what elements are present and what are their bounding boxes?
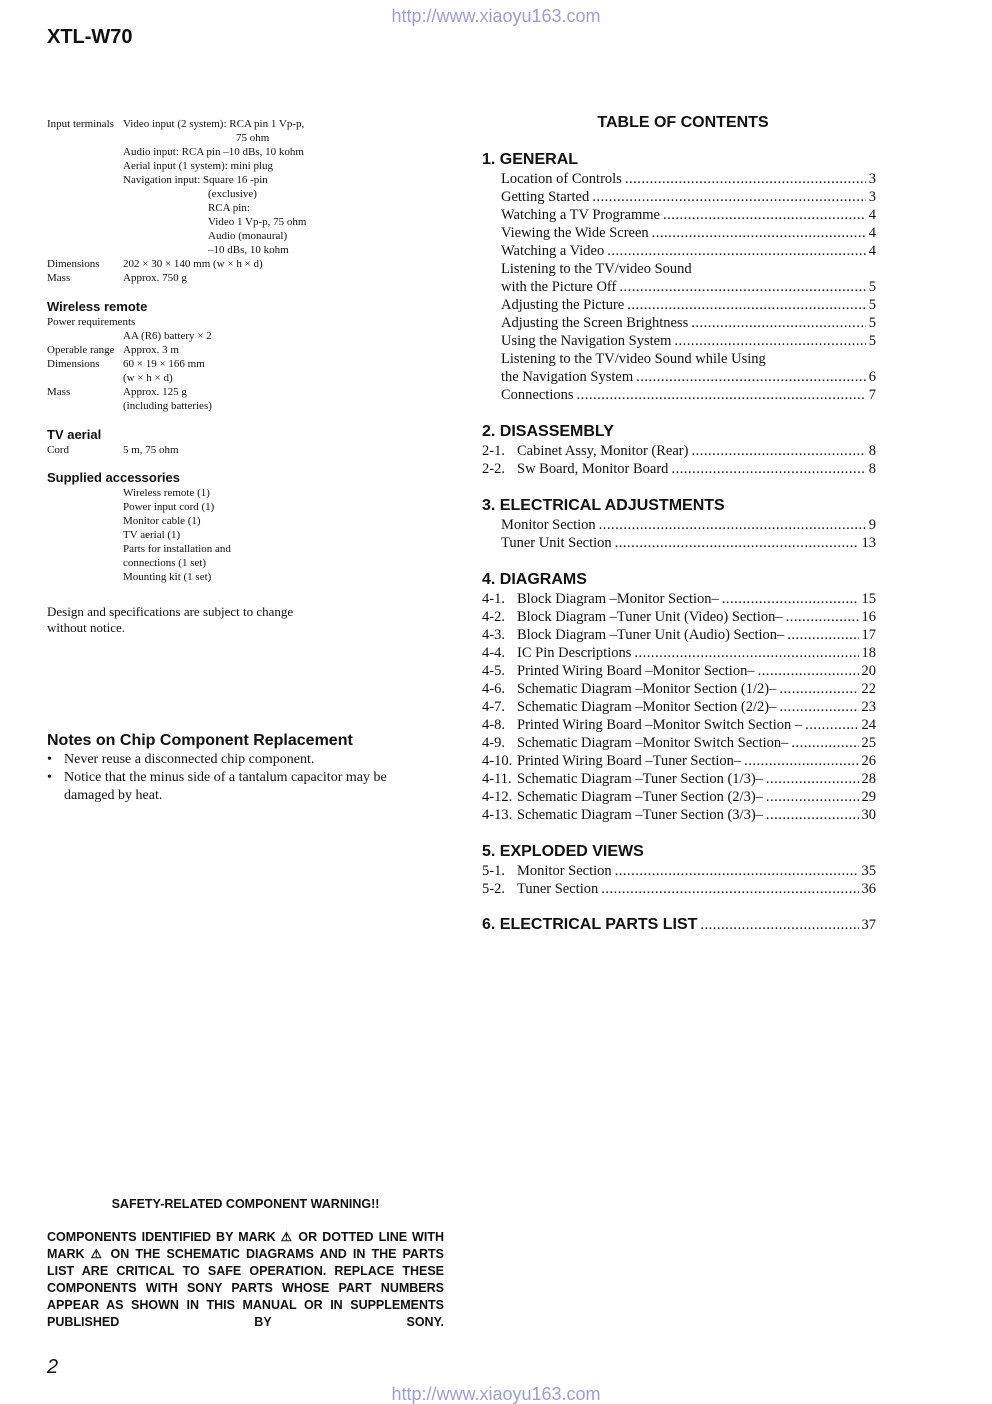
toc-entry-title: Block Diagram –Monitor Section– [517, 591, 719, 607]
toc-entry-title: Monitor Section [501, 517, 596, 533]
toc-entry[interactable] [482, 206, 876, 224]
toc-entry[interactable] [482, 368, 876, 386]
toc-leader-dots [805, 716, 858, 734]
toc-entry[interactable] [482, 716, 876, 734]
toc-entry-title: Schematic Diagram –Monitor Section (1/2)– [517, 681, 777, 697]
toc-leader-dots [700, 916, 858, 934]
toc-entry[interactable] [482, 734, 876, 752]
toc-leader-dots [625, 170, 866, 188]
toc-entry-number: 4-8. [482, 717, 505, 733]
toc-entry-page: 24 [861, 717, 876, 733]
toc-leader-dots [766, 770, 859, 788]
toc-section-heading: 6. ELECTRICAL PARTS LIST [482, 916, 698, 933]
toc-section-heading: 5. EXPLODED VIEWS [482, 843, 644, 860]
toc-leader-dots [599, 516, 866, 534]
toc-entry[interactable] [482, 608, 876, 626]
toc-leader-dots [766, 806, 859, 824]
toc-section-heading: 3. ELECTRICAL ADJUSTMENTS [482, 497, 725, 514]
change-notice [47, 604, 293, 636]
toc-entry-title: with the Picture Off [501, 279, 617, 295]
toc-entry-title: IC Pin Descriptions [517, 645, 632, 661]
toc-entry-page: 5 [868, 315, 876, 331]
toc-entry-page: 3 [868, 189, 876, 205]
toc-entry-title: Schematic Diagram –Monitor Section (2/2)– [517, 699, 777, 715]
toc-entry[interactable] [482, 170, 876, 188]
toc-leader-dots [722, 590, 859, 608]
toc-entry-page: 4 [868, 243, 876, 259]
spec-value: Navigation input: Square 16 -pin [123, 174, 268, 186]
toc-entry-page: 5 [868, 279, 876, 295]
notice-line: without notice. [47, 620, 125, 635]
spec-label: Cord [47, 444, 69, 456]
toc-entry-page: 16 [861, 609, 876, 625]
spec-label: Mass [47, 272, 71, 284]
toc-entry[interactable] [482, 698, 876, 716]
toc-leader-dots [663, 206, 866, 224]
toc-entry-page: 9 [868, 517, 876, 533]
toc-entry[interactable] [482, 752, 876, 770]
toc-entry-title: Cabinet Assy, Monitor (Rear) [517, 443, 689, 459]
spec-value: –10 dBs, 10 kohm [208, 244, 289, 256]
toc-leader-dots [758, 662, 859, 680]
spec-label: Operable range [47, 344, 115, 356]
toc-leader-dots [787, 626, 858, 644]
toc-leader-dots [607, 242, 866, 260]
toc-entry[interactable] [482, 332, 876, 350]
toc-entry-page: 23 [861, 699, 876, 715]
toc-entry[interactable] [482, 516, 876, 534]
toc-entry-number: 4-12. [482, 789, 513, 805]
toc-entry[interactable] [482, 788, 876, 806]
toc-section-heading: 1. GENERAL [482, 151, 579, 168]
toc-entry-number: 4-9. [482, 735, 505, 751]
toc-entry-page: 5 [868, 333, 876, 349]
toc-leader-dots [786, 608, 859, 626]
toc-entry[interactable] [482, 224, 876, 242]
toc-entry-title: Watching a Video [501, 243, 605, 259]
toc-entry-page: 30 [861, 807, 876, 823]
toc-entry[interactable] [482, 278, 876, 296]
chip-note-item: • Never reuse a disconnected chip component. [47, 751, 427, 769]
toc-leader-dots [779, 680, 858, 698]
header-url-link[interactable]: http://www.xiaoyu163.com [391, 6, 601, 26]
toc-entry-page: 3 [868, 171, 876, 187]
toc-entry-number: 2-2. [482, 461, 505, 477]
toc-leader-dots [766, 788, 859, 806]
toc-entry-number: 4-10. [482, 753, 513, 769]
toc-leader-dots [674, 332, 865, 350]
toc-leader-dots [627, 296, 866, 314]
toc-entry-page: 4 [868, 207, 876, 223]
toc-entry[interactable] [482, 644, 876, 662]
toc-entry-title: Adjusting the Picture [501, 297, 625, 313]
toc-entry-title: Schematic Diagram –Monitor Switch Section– [517, 735, 789, 751]
toc-entry[interactable] [482, 590, 876, 608]
toc-leader-dots [634, 644, 858, 662]
toc-entry[interactable] [482, 680, 876, 698]
toc-entry-number: 4-13. [482, 807, 513, 823]
toc-entry-title: Tuner Unit Section [501, 535, 612, 551]
spec-value: RCA pin: [208, 202, 250, 214]
toc-entry[interactable] [482, 626, 876, 644]
toc-entry[interactable] [482, 296, 876, 314]
accessory-item: Parts for installation and [123, 543, 231, 555]
toc-entry-title: Connections [501, 387, 574, 403]
toc-entry[interactable] [482, 460, 876, 478]
toc-entry-title: Getting Started [501, 189, 590, 205]
toc-leader-dots [671, 460, 865, 478]
section-heading: TV aerial [47, 427, 102, 442]
spec-value: 75 ohm [236, 132, 270, 144]
spec-value: 60 × 19 × 166 mm [123, 358, 205, 370]
toc-leader-dots [779, 698, 858, 716]
toc-section-heading: 4. DIAGRAMS [482, 571, 587, 588]
toc-entry-title: Using the Navigation System [501, 333, 672, 349]
spec-value: (including batteries) [123, 400, 212, 412]
toc-entry-title: Block Diagram –Tuner Unit (Video) Section– [517, 609, 783, 625]
spec-value: (exclusive) [208, 188, 257, 200]
toc-entry-page: 7 [868, 387, 876, 403]
toc-entry-page: 26 [861, 753, 876, 769]
toc-leader-dots [691, 314, 865, 332]
spec-label: Input terminals [47, 118, 114, 130]
toc-entry-title: Monitor Section [517, 863, 612, 879]
toc-entry-title: Location of Controls [501, 171, 622, 187]
warning-body: COMPONENTS IDENTIFIED BY MARK ⚠ OR DOTTED LINE WITH MARK ⚠ ON THE SCHEMATIC DIAGRAMS AND IN THE PARTS LIST ARE CRITICAL TO SAFE OPERATION. REPLACE THESE COMPONENTS WITH SONY PARTS WHOSE PART NUMBERS APPEAR AS SHOWN IN THIS MANUAL OR IN SUPPLEMENTS PUBLISHED BY SONY. [47, 1230, 444, 1329]
toc-section-heading: 2. DISASSEMBLY [482, 423, 614, 440]
toc-leader-dots [691, 442, 865, 460]
toc-entry-wrapped-line: Listening to the TV/video Sound while Using [501, 351, 766, 367]
toc-entry[interactable] [482, 806, 876, 824]
toc-leader-dots [619, 278, 865, 296]
spec-value: Approx. 750 g [123, 272, 187, 284]
toc-entry-title: Schematic Diagram –Tuner Section (3/3)– [517, 807, 763, 823]
section-heading: Wireless remote [47, 299, 148, 314]
toc-title: TABLE OF CONTENTS [597, 114, 769, 131]
toc-entry[interactable] [482, 242, 876, 260]
toc-entry-page: 29 [861, 789, 876, 805]
toc-entry-number: 4-5. [482, 663, 505, 679]
toc-entry-number: 4-4. [482, 645, 505, 661]
chip-notes [47, 731, 427, 805]
toc-entry-title: Watching a TV Programme [501, 207, 660, 223]
toc-entry[interactable] [482, 188, 876, 206]
spec-value: 5 m, 75 ohm [123, 444, 179, 456]
toc-entry-page: 4 [868, 225, 876, 241]
toc-leader-dots [592, 188, 866, 206]
toc-entry-page: 15 [861, 591, 876, 607]
toc-entry-page: 20 [861, 663, 876, 679]
toc-entry-page: 17 [861, 627, 876, 643]
chip-note-item: • Notice that the minus side of a tantalum capacitor may be damaged by heat. [47, 769, 427, 805]
toc-entry[interactable] [482, 314, 876, 332]
accessory-item: TV aerial (1) [123, 529, 181, 541]
toc-entry[interactable] [482, 862, 876, 880]
toc-entry[interactable] [482, 534, 876, 552]
spec-label: Power requirements [47, 316, 136, 328]
spec-value: Approx. 125 g [123, 386, 187, 398]
toc-entry-page: 5 [868, 297, 876, 313]
toc-entry[interactable] [482, 770, 876, 788]
toc-leader-dots [791, 734, 858, 752]
toc-leader-dots [577, 386, 866, 404]
spec-value: Video 1 Vp-p, 75 ohm [208, 216, 307, 228]
toc-entry-page: 18 [861, 645, 876, 661]
spec-value: Audio input: RCA pin –10 dBs, 10 kohm [123, 146, 304, 158]
toc-entry[interactable] [482, 880, 876, 898]
toc-entry-page: 8 [868, 461, 876, 477]
toc-entry-parts-list[interactable] [482, 916, 876, 934]
toc-entry-title: Tuner Section [517, 881, 599, 897]
toc-entry-title: Printed Wiring Board –Tuner Section– [517, 753, 742, 769]
toc-entry-number: 4-1. [482, 591, 505, 607]
toc-entry-title: Printed Wiring Board –Monitor Switch Section – [517, 717, 803, 733]
toc-entry-number: 4-6. [482, 681, 505, 697]
accessory-item: Power input cord (1) [123, 501, 215, 513]
toc-leader-dots [636, 368, 866, 386]
toc-entry-page: 6 [868, 369, 876, 385]
toc-entry-page: 28 [861, 771, 876, 787]
toc-entry-title: Printed Wiring Board –Monitor Section– [517, 663, 755, 679]
toc-entry-page: 8 [868, 443, 876, 459]
toc-entry-number: 4-11. [482, 771, 512, 787]
toc-entry-page: 37 [861, 917, 876, 933]
toc-entry-number: 2-1. [482, 443, 505, 459]
spec-value: (w × h × d) [123, 372, 173, 384]
warning-title: SAFETY-RELATED COMPONENT WARNING!! [111, 1197, 380, 1211]
toc-entry[interactable] [482, 386, 876, 404]
page-number: 2 [47, 1356, 59, 1378]
toc-entry-title: Schematic Diagram –Tuner Section (1/3)– [517, 771, 763, 787]
table-of-contents [482, 114, 876, 934]
toc-entry-page: 25 [861, 735, 876, 751]
toc-entry-title: the Navigation System [501, 369, 634, 385]
spec-value: Aerial input (1 system): mini plug [123, 160, 274, 172]
accessory-item: connections (1 set) [123, 557, 207, 569]
toc-entry-page: 36 [861, 881, 876, 897]
toc-entry-title: Viewing the Wide Screen [501, 225, 649, 241]
model-title: XTL-W70 [47, 26, 133, 48]
toc-entry-number: 4-2. [482, 609, 505, 625]
spec-label: Mass [47, 386, 71, 398]
toc-entry-number: 4-7. [482, 699, 505, 715]
notice-line: Design and specifications are subject to change [47, 604, 294, 619]
accessory-item: Wireless remote (1) [123, 487, 210, 499]
spec-value: Audio (monaural) [208, 230, 288, 242]
specifications [47, 117, 377, 584]
spec-value: AA (R6) battery × 2 [123, 330, 212, 342]
section-heading: Supplied accessories [47, 470, 180, 485]
toc-entry-page: 13 [861, 535, 876, 551]
spec-label: Dimensions [47, 358, 100, 370]
toc-entry-title: Block Diagram –Tuner Unit (Audio) Section– [517, 627, 785, 643]
spec-value: Video input (2 system): RCA pin 1 Vp-p, [123, 118, 305, 130]
toc-entry-number: 4-3. [482, 627, 505, 643]
toc-leader-dots [615, 534, 859, 552]
toc-leader-dots [744, 752, 858, 770]
toc-entry-page: 22 [861, 681, 876, 697]
chip-heading: Notes on Chip Component Replacement [47, 732, 353, 749]
toc-entry-page: 35 [861, 863, 876, 879]
toc-entry-number: 5-1. [482, 863, 505, 879]
accessory-item: Mounting kit (1 set) [123, 571, 212, 583]
toc-leader-dots [615, 862, 859, 880]
spec-label: Dimensions [47, 258, 100, 270]
safety-warning [47, 1197, 444, 1331]
toc-entry-title: Sw Board, Monitor Board [517, 461, 669, 477]
spec-value: 202 × 30 × 140 mm (w × h × d) [123, 258, 263, 270]
toc-entry-wrapped-line: Listening to the TV/video Sound [501, 261, 692, 277]
toc-entry-title: Adjusting the Screen Brightness [501, 315, 689, 331]
accessory-item: Monitor cable (1) [123, 515, 201, 527]
toc-entry-number: 5-2. [482, 881, 505, 897]
toc-entry[interactable] [482, 442, 876, 460]
spec-value: Approx. 3 m [123, 344, 179, 356]
toc-leader-dots [601, 880, 858, 898]
toc-entry[interactable] [482, 662, 876, 680]
footer-url-link[interactable]: http://www.xiaoyu163.com [391, 1384, 601, 1404]
toc-entry-title: Schematic Diagram –Tuner Section (2/3)– [517, 789, 763, 805]
toc-leader-dots [652, 224, 866, 242]
